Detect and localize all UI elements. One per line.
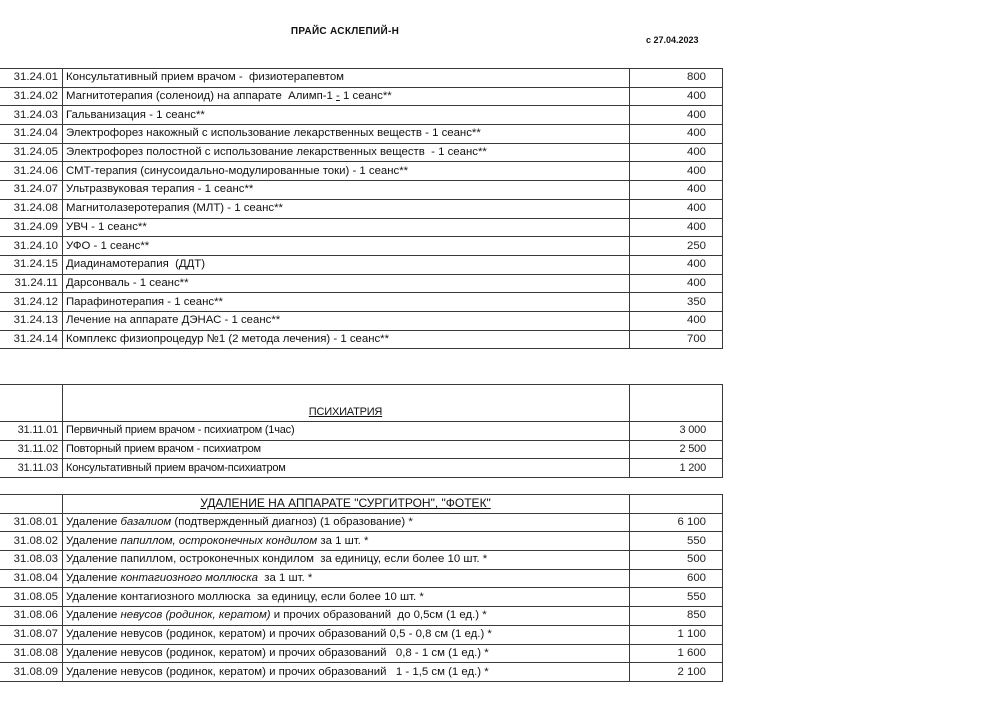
- description-part: УВЧ - 1 сеанс**: [66, 220, 147, 233]
- section-title: УДАЛЕНИЕ НА АППАРАТЕ "СУРГИТРОН", "ФОТЕК": [200, 496, 491, 511]
- description-italic-part: невусов (родинок, кератом): [120, 609, 271, 622]
- service-price: 550: [630, 588, 723, 607]
- description-part: Удаление: [66, 534, 121, 547]
- service-price: 400: [630, 125, 723, 144]
- service-code: 31.08.03: [0, 551, 63, 570]
- price-row: [0, 293, 723, 312]
- description-part: Лечение на аппарате ДЭНАС - 1 сеанс**: [66, 314, 281, 327]
- price-row: [0, 237, 723, 256]
- section-header-title-cell: [63, 385, 630, 422]
- description-italic-part: базалиом: [120, 516, 172, 529]
- price-row: [0, 532, 723, 551]
- document-title: ПРАЙС АСКЛЕПИЙ-Н: [290, 26, 400, 37]
- service-description: [63, 143, 630, 162]
- description-part: Магнитотерапия (соленоид) на аппарате Алимп-1: [66, 90, 337, 103]
- service-code: 31.24.04: [0, 125, 63, 144]
- service-code: 31.24.11: [0, 274, 63, 293]
- service-code: 31.08.06: [0, 607, 63, 626]
- price-row: [0, 69, 723, 88]
- service-code: 31.24.13: [0, 311, 63, 330]
- price-row: [0, 199, 723, 218]
- service-price: 1 600: [630, 644, 723, 663]
- service-description: [63, 162, 630, 181]
- description-part: Удаление невусов (родинок, кератом) и прочих образований 1 - 1,5 см (1 ед.) *: [66, 665, 489, 678]
- description-part: УФО - 1 сеанс**: [66, 239, 150, 252]
- service-code: 31.11.02: [0, 440, 63, 459]
- description-italic-part: контагиозного моллюска: [120, 572, 258, 585]
- price-row: [0, 125, 723, 144]
- description-part: Первичный прием врачом - психиатром (1час): [66, 424, 295, 437]
- service-description: [63, 125, 630, 144]
- service-price: 400: [630, 218, 723, 237]
- description-part: Диадинамотерапия (ДДТ): [66, 258, 206, 271]
- service-code: 31.24.15: [0, 255, 63, 274]
- service-description: [63, 293, 630, 312]
- description-part: Удаление: [66, 572, 121, 585]
- effective-date: с 27.04.2023: [646, 35, 699, 45]
- service-description: [63, 663, 630, 682]
- service-code: 31.08.02: [0, 532, 63, 551]
- service-description: [63, 459, 630, 478]
- service-description: [63, 532, 630, 551]
- section-title: ПСИХИАТРИЯ: [308, 406, 383, 418]
- description-italic-part: папиллом, остроконечных кондилом: [120, 534, 318, 547]
- description-part: Гальванизация - 1 сеанс**: [66, 108, 205, 121]
- service-code: 31.08.01: [0, 513, 63, 532]
- service-price: 350: [630, 293, 723, 312]
- service-code: 31.24.06: [0, 162, 63, 181]
- service-code: 31.24.02: [0, 87, 63, 106]
- service-description: [63, 87, 630, 106]
- section-header-price-cell: [630, 385, 723, 422]
- psychiatry-price-table: [0, 384, 723, 478]
- service-code: 31.24.14: [0, 330, 63, 349]
- service-code: 31.24.05: [0, 143, 63, 162]
- description-part: и прочих образований до 0,5см (1 ед.) *: [270, 609, 487, 622]
- service-price: 2 100: [630, 663, 723, 682]
- physiotherapy-price-table: [0, 68, 723, 349]
- service-code: 31.24.10: [0, 237, 63, 256]
- price-row: [0, 181, 723, 200]
- service-code: 31.11.01: [0, 422, 63, 441]
- service-description: [63, 588, 630, 607]
- service-code: 31.24.07: [0, 181, 63, 200]
- service-price: 6 100: [630, 513, 723, 532]
- description-part: -: [336, 90, 340, 103]
- description-part: Консультативный прием врачом-психиатром: [66, 461, 286, 474]
- price-row: [0, 218, 723, 237]
- service-code: 31.08.07: [0, 625, 63, 644]
- service-description: [63, 440, 630, 459]
- price-row: [0, 513, 723, 532]
- service-description: [63, 274, 630, 293]
- service-price: 850: [630, 607, 723, 626]
- service-price: 1 200: [630, 459, 723, 478]
- price-row: [0, 625, 723, 644]
- description-part: за 1 шт. *: [257, 572, 313, 585]
- price-row: [0, 143, 723, 162]
- service-price: 400: [630, 311, 723, 330]
- service-description: [63, 513, 630, 532]
- service-code: 31.24.09: [0, 218, 63, 237]
- section-header-code-cell: [0, 495, 63, 514]
- service-code: 31.24.08: [0, 199, 63, 218]
- description-part: (подтвержденный диагноз) (1 образование) *: [171, 516, 413, 529]
- price-row: [0, 106, 723, 125]
- service-code: 31.08.08: [0, 644, 63, 663]
- price-row: [0, 330, 723, 349]
- service-price: 1 100: [630, 625, 723, 644]
- service-price: 250: [630, 237, 723, 256]
- service-price: 800: [630, 69, 723, 88]
- service-price: 500: [630, 551, 723, 570]
- description-part: Магнитолазеротерапия (МЛТ) - 1 сеанс**: [66, 202, 283, 215]
- section-header-title-cell: [63, 495, 630, 514]
- service-price: 400: [630, 106, 723, 125]
- description-part: Комплекс физиопроцедур №1 (2 метода лечения) - 1 сеанс**: [66, 332, 390, 345]
- service-code: 31.24.01: [0, 69, 63, 88]
- service-description: [63, 255, 630, 274]
- service-description: [63, 181, 630, 200]
- description-part: Удаление папиллом, остроконечных кондилом за единицу, если более 10 шт. *: [66, 553, 488, 566]
- price-row: [0, 255, 723, 274]
- price-row: [0, 663, 723, 682]
- description-part: Удаление: [66, 609, 121, 622]
- service-description: [63, 106, 630, 125]
- section-header-code-cell: [0, 385, 63, 422]
- service-description: [63, 218, 630, 237]
- service-price: 2 500: [630, 440, 723, 459]
- description-part: Электрофорез полостной с использование лекарственных веществ - 1 сеанс**: [66, 146, 487, 159]
- description-part: Парафинотерапия - 1 сеанс**: [66, 295, 223, 308]
- service-description: [63, 69, 630, 88]
- price-row: [0, 569, 723, 588]
- service-price: 400: [630, 87, 723, 106]
- service-description: [63, 607, 630, 626]
- price-row: [0, 440, 723, 459]
- description-part: Повторный прием врачом - психиатром: [66, 443, 261, 456]
- service-code: 31.08.04: [0, 569, 63, 588]
- price-row: [0, 588, 723, 607]
- service-price: 600: [630, 569, 723, 588]
- price-row: [0, 162, 723, 181]
- service-price: 400: [630, 143, 723, 162]
- description-part: Удаление невусов (родинок, кератом) и прочих образований 0,8 - 1 см (1 ед.) *: [66, 646, 489, 659]
- price-row: [0, 607, 723, 626]
- service-description: [63, 551, 630, 570]
- price-row: [0, 87, 723, 106]
- service-description: [63, 644, 630, 663]
- service-price: 400: [630, 181, 723, 200]
- service-description: [63, 311, 630, 330]
- service-price: 400: [630, 255, 723, 274]
- service-price: 400: [630, 199, 723, 218]
- service-description: [63, 330, 630, 349]
- description-part: Удаление невусов (родинок, кератом) и прочих образований 0,5 - 0,8 см (1 ед.) *: [66, 628, 492, 641]
- service-code: 31.24.03: [0, 106, 63, 125]
- service-code: 31.11.03: [0, 459, 63, 478]
- description-part: СМТ-терапия (синусоидально-модулированные токи) - 1 сеанс**: [66, 164, 409, 177]
- price-row: [0, 274, 723, 293]
- description-part: Электрофорез накожный с использование лекарственных веществ - 1 сеанс**: [66, 127, 481, 140]
- description-part: 1 сеанс**: [339, 90, 392, 103]
- price-row: [0, 311, 723, 330]
- price-row: [0, 459, 723, 478]
- description-part: Удаление: [66, 516, 121, 529]
- service-code: 31.08.09: [0, 663, 63, 682]
- description-part: за 1 шт. *: [317, 534, 369, 547]
- service-code: 31.24.12: [0, 293, 63, 312]
- section-header-row: [0, 385, 723, 422]
- description-part: Удаление контагиозного моллюска за единицу, если более 10 шт. *: [66, 590, 424, 603]
- description-part: Ультразвуковая терапия - 1 сеанс**: [66, 183, 254, 196]
- service-description: [63, 569, 630, 588]
- price-row: [0, 644, 723, 663]
- price-row: [0, 422, 723, 441]
- service-price: 550: [630, 532, 723, 551]
- service-description: [63, 422, 630, 441]
- description-part: Дарсонваль - 1 сеанс**: [66, 276, 189, 289]
- service-description: [63, 237, 630, 256]
- service-price: 400: [630, 274, 723, 293]
- price-row: [0, 551, 723, 570]
- service-price: 700: [630, 330, 723, 349]
- service-description: [63, 625, 630, 644]
- description-part: Консультативный прием врачом - физиотерапевтом: [66, 71, 345, 84]
- service-code: 31.08.05: [0, 588, 63, 607]
- surgitron-removal-price-table: [0, 494, 723, 682]
- service-price: 400: [630, 162, 723, 181]
- service-price: 3 000: [630, 422, 723, 441]
- section-header-row: [0, 495, 723, 514]
- section-header-price-cell: [630, 495, 723, 514]
- service-description: [63, 199, 630, 218]
